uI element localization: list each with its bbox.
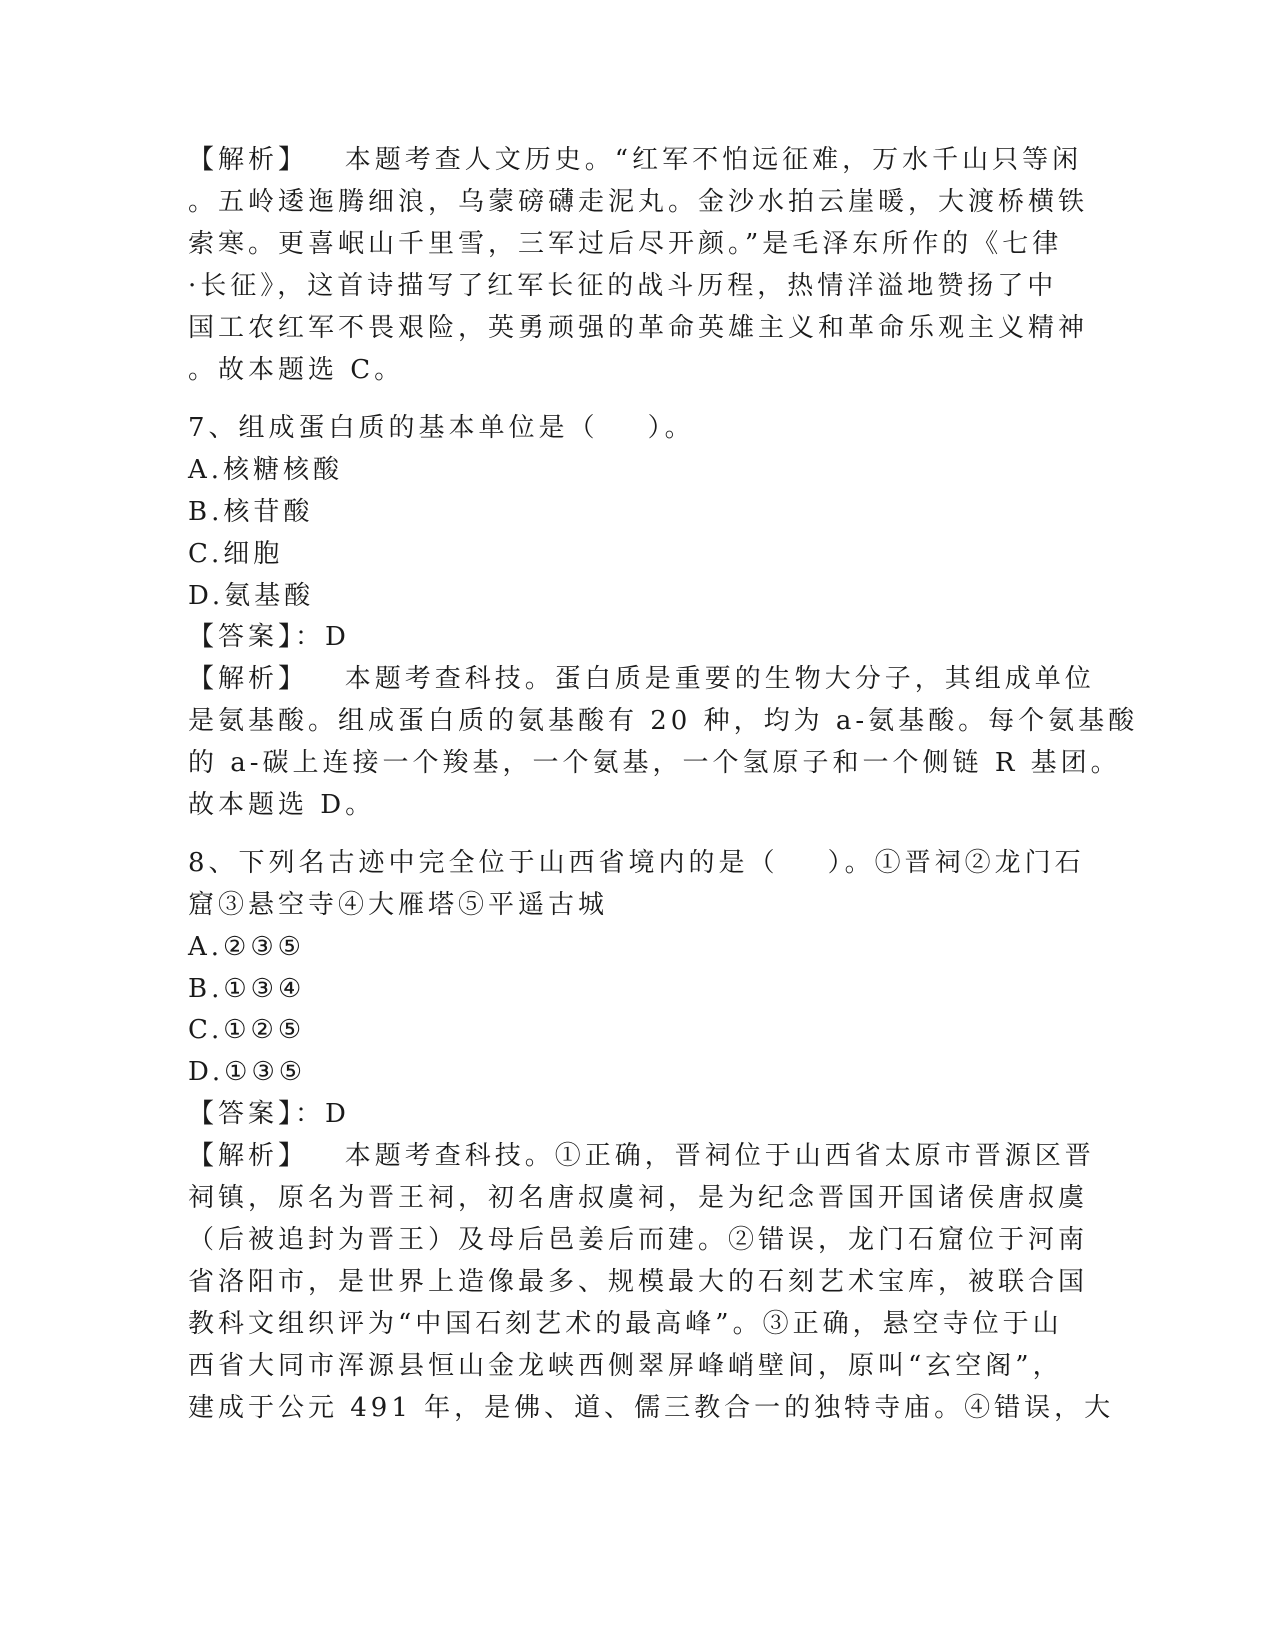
intro-explanation-line: 。故本题选 C。 <box>188 355 405 385</box>
q8-option-d: D.①③⑤ <box>188 1057 307 1087</box>
q8-option-a: A.②③⑤ <box>188 932 305 962</box>
q7-explanation-line: 【解析】 本题考查科技。蛋白质是重要的生物大分子，其组成单位 <box>188 664 1095 694</box>
q7-answer: 【答案】：D <box>188 622 350 652</box>
q8-explanation-line: 省洛阳市，是世界上造像最多、规模最大的石刻艺术宝库，被联合国 <box>188 1267 1089 1297</box>
intro-explanation-line: 【解析】 本题考查人文历史。“红军不怕远征难，万水千山只等闲 <box>188 145 1083 175</box>
intro-explanation-line: 。五岭逶迤腾细浪，乌蒙磅礴走泥丸。金沙水拍云崖暖，大渡桥横铁 <box>188 187 1089 217</box>
q8-question-line: 窟③悬空寺④大雁塔⑤平遥古城 <box>188 890 609 920</box>
q8-option-c: C.①②⑤ <box>188 1015 306 1045</box>
q7-option-b: B.核苷酸 <box>188 497 314 527</box>
q8-explanation-line: 建成于公元 491 年，是佛、道、儒三教合一的独特寺庙。④错误，大 <box>188 1393 1115 1423</box>
intro-explanation-line: ·长征》，这首诗描写了红军长征的战斗历程，热情洋溢地赞扬了中 <box>188 271 1058 301</box>
q7-option-a: A.核糖核酸 <box>188 455 344 485</box>
q7-explanation-line: 故本题选 D。 <box>188 790 376 820</box>
q7-question: 7、组成蛋白质的基本单位是（ ）。 <box>188 413 695 443</box>
q8-explanation-line: 【解析】 本题考查科技。①正确，晋祠位于山西省太原市晋源区晋 <box>188 1141 1095 1171</box>
q8-question-line: 8、下列名古迹中完全位于山西省境内的是（ ）。①晋祠②龙门石 <box>188 848 1085 878</box>
q8-answer: 【答案】：D <box>188 1099 350 1129</box>
q7-option-c: C.细胞 <box>188 539 284 569</box>
q7-option-d: D.氨基酸 <box>188 581 315 611</box>
intro-explanation-line: 索寒。更喜岷山千里雪，三军过后尽开颜。”是毛泽东所作的《七律 <box>188 229 1063 259</box>
q8-explanation-line: 西省大同市浑源县恒山金龙峡西侧翠屏峰峭壁间，原叫“玄空阁”， <box>188 1351 1063 1381</box>
q8-explanation-line: 祠镇，原名为晋王祠，初名唐叔虞祠，是为纪念晋国开国诸侯唐叔虞 <box>188 1183 1089 1213</box>
q7-explanation-line: 是氨基酸。组成蛋白质的氨基酸有 20 种，均为 a-氨基酸。每个氨基酸 <box>188 706 1139 736</box>
q7-explanation-line: 的 a-碳上连接一个羧基，一个氨基，一个氢原子和一个侧链 R 基团。 <box>188 748 1121 778</box>
intro-explanation-line: 国工农红军不畏艰险，英勇顽强的革命英雄主义和革命乐观主义精神 <box>188 313 1089 343</box>
q8-explanation-line: 教科文组织评为“中国石刻艺术的最高峰”。③正确，悬空寺位于山 <box>188 1309 1063 1339</box>
q8-option-b: B.①③④ <box>188 974 306 1004</box>
q8-explanation-line: （后被追封为晋王）及母后邑姜后而建。②错误，龙门石窟位于河南 <box>188 1225 1089 1255</box>
